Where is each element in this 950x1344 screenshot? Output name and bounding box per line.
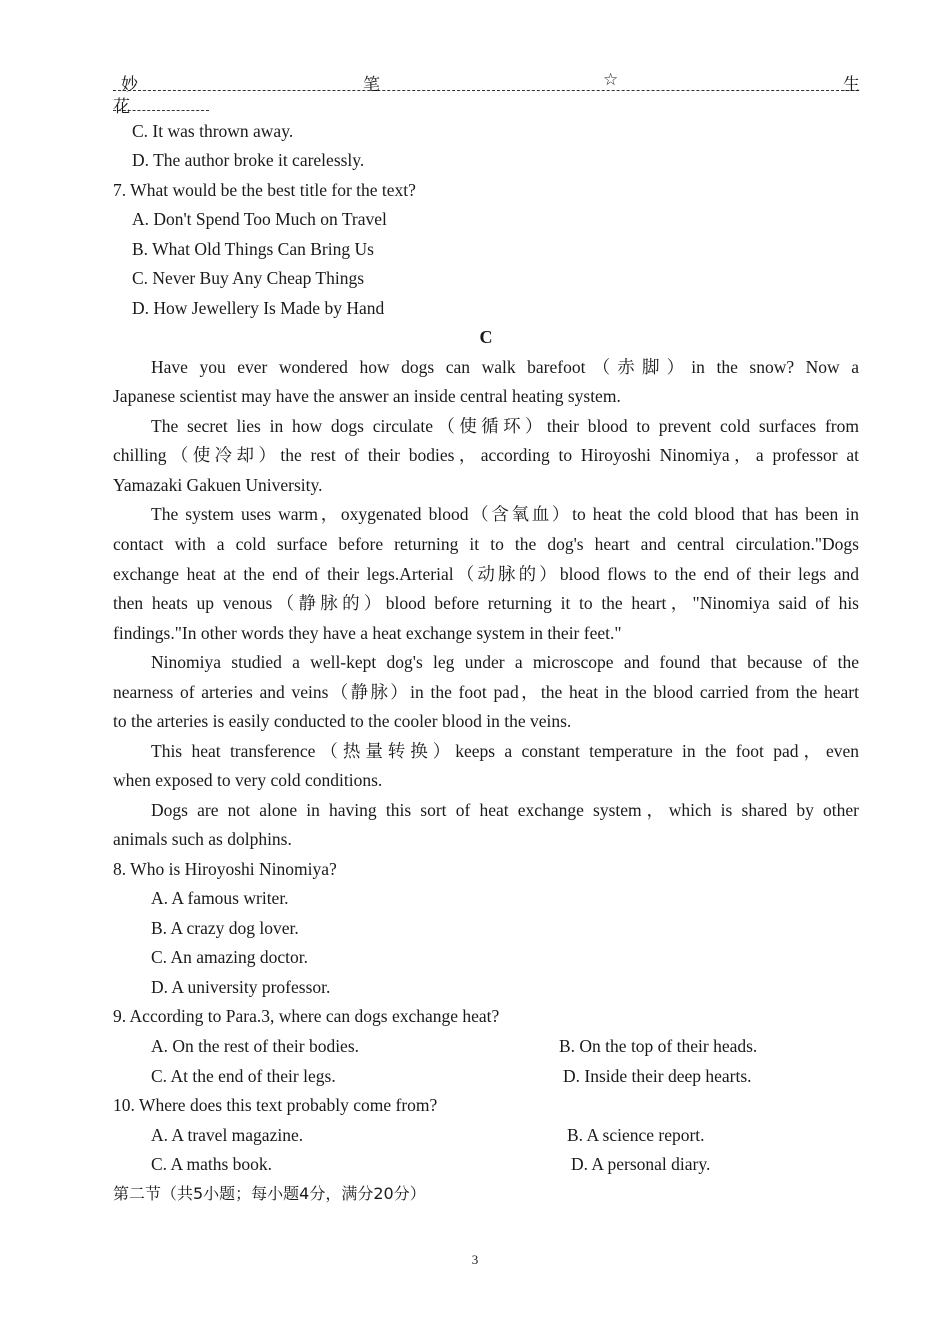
- para4-line2: nearness of arteries and veins（静脉）in the foot pad，the heat in the blood carried from the heart: [113, 682, 859, 702]
- q10-option-b: B. A science report.: [567, 1125, 705, 1145]
- q7-stem: 7. What would be the best title for the text?: [113, 180, 416, 200]
- para6-line2: animals such as dolphins.: [113, 829, 292, 849]
- page-header: [113, 70, 860, 94]
- q6-option-c: C. It was thrown away.: [132, 121, 294, 141]
- page-header-wrap: [113, 92, 209, 116]
- q9-option-d: D. Inside their deep hearts.: [563, 1066, 752, 1086]
- q6-option-d: D. The author broke it carelessly.: [132, 150, 365, 170]
- header-char-5: 花: [113, 97, 130, 116]
- para6-line1: Dogs are not alone in having this sort of heat exchange system，which is shared by other: [151, 800, 859, 820]
- q7-option-b: B. What Old Things Can Bring Us: [132, 239, 374, 259]
- header-star: ☆: [603, 70, 619, 89]
- para5-line2: when exposed to very cold conditions.: [113, 770, 383, 790]
- q9-option-b: B. On the top of their heads.: [559, 1036, 758, 1056]
- para2-line3: Yamazaki Gakuen University.: [113, 475, 323, 495]
- q10-option-d: D. A personal diary.: [571, 1154, 711, 1174]
- q8-option-c: C. An amazing doctor.: [151, 947, 308, 967]
- q7-option-c: C. Never Buy Any Cheap Things: [132, 268, 365, 288]
- para3-line2: contact with a cold surface before returning it to the dog's heart and central circulation."Dogs: [113, 534, 859, 554]
- q10-option-a: A. A travel magazine.: [151, 1125, 304, 1145]
- para3-line4: then heats up venous（静脉的）blood before returning it to the heart，"Ninomiya said of his: [113, 593, 859, 613]
- para1-line2: Japanese scientist may have the answer an inside central heating system.: [113, 386, 621, 406]
- para3-line1: The system uses warm，oxygenated blood（含氧血）to heat the cold blood that has been in: [151, 504, 859, 524]
- q9-stem: 9. According to Para.3, where can dogs exchange heat?: [113, 1006, 500, 1026]
- para5-line1: This heat transference（热量转换）keeps a constant temperature in the foot pad，even: [151, 741, 859, 761]
- para2-line2: chilling（使冷却）the rest of their bodies，according to Hiroyoshi Ninomiya，a professor at: [113, 445, 859, 465]
- para3-line5: findings."In other words they have a heat exchange system in their feet.": [113, 623, 622, 643]
- section-c-label: C: [479, 327, 493, 347]
- para3-line3: exchange heat at the end of their legs.Arterial（动脉的）blood flows to the end of their legs and: [113, 564, 859, 584]
- para2-line1: The secret lies in how dogs circulate（使循环）their blood to prevent cold surfaces from: [151, 416, 859, 436]
- section-two-heading: 第二节（共5小题；每小题4分，满分20分）: [113, 1184, 426, 1203]
- para4-line1: Ninomiya studied a well-kept dog's leg under a microscope and found that because of the: [151, 652, 859, 672]
- header-char-2: 笔: [363, 75, 380, 94]
- q8-option-b: B. A crazy dog lover.: [151, 918, 299, 938]
- q7-option-d: D. How Jewellery Is Made by Hand: [132, 298, 385, 318]
- q10-option-c: C. A maths book.: [151, 1154, 273, 1174]
- para1-line1: Have you ever wondered how dogs can walk barefoot（赤脚）in the snow? Now a: [151, 357, 859, 377]
- q7-option-a: A. Don't Spend Too Much on Travel: [132, 209, 387, 229]
- header-char-4: 生: [843, 75, 860, 94]
- q9-option-a: A. On the rest of their bodies.: [151, 1036, 360, 1056]
- q8-option-d: D. A university professor.: [151, 977, 331, 997]
- q9-option-c: C. At the end of their legs.: [151, 1066, 336, 1086]
- page-number: 3: [471, 1252, 479, 1267]
- q8-stem: 8. Who is Hiroyoshi Ninomiya?: [113, 859, 337, 879]
- header-char-1: 妙: [121, 75, 138, 94]
- para4-line3: to the arteries is easily conducted to the cooler blood in the veins.: [113, 711, 572, 731]
- q10-stem: 10. Where does this text probably come from?: [113, 1095, 438, 1115]
- q8-option-a: A. A famous writer.: [151, 888, 289, 908]
